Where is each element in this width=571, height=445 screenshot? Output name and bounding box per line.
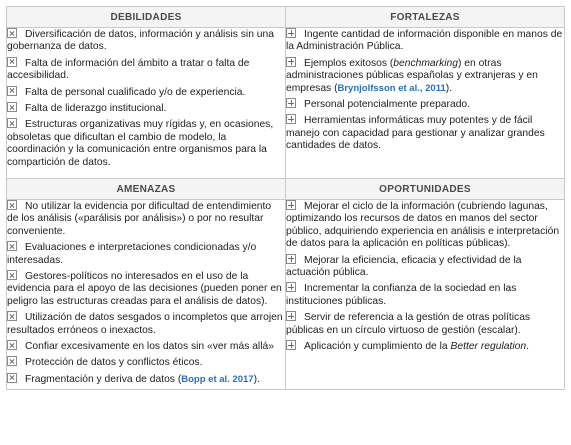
broken-image-icon xyxy=(7,311,17,321)
plus-icon xyxy=(286,28,296,38)
list-item: Aplicación y cumplimiento de la Better regulation. xyxy=(286,340,564,353)
citation-link[interactable]: Bopp et al. 2017 xyxy=(181,373,254,385)
plus-icon xyxy=(286,200,296,210)
broken-image-icon xyxy=(7,28,17,38)
list-item: Falta de personal cualificado y/o de experiencia. xyxy=(7,86,285,99)
plus-icon xyxy=(286,254,296,264)
plus-icon xyxy=(286,340,296,350)
broken-image-icon xyxy=(7,270,17,280)
list-item: Mejorar la eficiencia, eficacia y efectividad de la actuación pública. xyxy=(286,254,522,279)
plus-icon xyxy=(286,282,296,292)
header-weaknesses: DEBILIDADES xyxy=(7,7,286,28)
list-item: Ingente cantidad de información disponible en manos de la Administración Pública. xyxy=(286,29,563,53)
list-item: Estructuras organizativas muy rígidas y, en ocasiones, obsoletas que dificultan el cambio de modelo, la coordinación y la comunicación entre organismos para la compartición de datos. xyxy=(7,119,274,168)
list-item: No utilizar la evidencia por dificultad de entendimiento de los análisis («parálisis por análisis») o por no resultar conveniente. xyxy=(7,201,272,237)
broken-image-icon xyxy=(7,118,17,128)
plus-icon xyxy=(286,98,296,108)
swot-table xyxy=(6,6,565,390)
list-item: Ejemplos exitosos (benchmarking) en otras administraciones públicas españolas y extranjeras y en empresas (Brynjolfsson et al., 2011). xyxy=(286,57,538,94)
list-item: Utilización de datos sesgados o incompletos que arrojen resultados erróneos o inexactos. xyxy=(7,312,283,336)
plus-icon xyxy=(286,311,296,321)
list-item: Falta de información del ámbito a tratar o falta de accesibilidad. xyxy=(7,57,250,82)
broken-image-icon xyxy=(7,200,17,210)
swot-table-container xyxy=(6,6,565,438)
broken-image-icon xyxy=(7,86,17,96)
list-item: Falta de liderazgo institucional. xyxy=(7,102,285,115)
broken-image-icon xyxy=(7,102,17,112)
content-row-bottom xyxy=(7,200,565,390)
list-item: Servir de referencia a la gestión de otras políticas públicas en un círculo virtuoso de gestión (escalar). xyxy=(286,312,531,336)
list-item: Protección de datos y conflictos éticos. xyxy=(7,356,285,369)
header-strengths: FORTALEZAS xyxy=(286,7,565,28)
plus-icon xyxy=(286,114,296,124)
list-item: Herramientas informáticas muy potentes y de fácil manejo con capacidad para gestionar y analizar grandes cantidades de datos. xyxy=(286,115,545,152)
list-item: Personal potencialmente preparado. xyxy=(286,98,564,111)
plus-icon xyxy=(286,57,296,67)
strengths-cell xyxy=(286,28,565,179)
threats-cell xyxy=(7,200,286,390)
list-item: Confiar excesivamente en los datos sin «ver más allá» xyxy=(7,340,285,353)
list-item: Incrementar la confianza de la sociedad en las instituciones públicas. xyxy=(286,283,517,307)
list-item: Fragmentación y deriva de datos (Bopp et al. 2017). xyxy=(7,373,285,386)
citation-link[interactable]: Brynjolfsson et al., 2011 xyxy=(337,82,446,94)
content-row-top xyxy=(7,28,565,179)
opportunities-cell xyxy=(286,200,565,390)
header-row-bottom xyxy=(7,179,565,200)
broken-image-icon xyxy=(7,356,17,366)
broken-image-icon xyxy=(7,340,17,350)
header-opportunities: OPORTUNIDADES xyxy=(286,179,565,200)
header-threats: AMENAZAS xyxy=(7,179,286,200)
list-item: Diversificación de datos, información y análisis sin una gobernanza de datos. xyxy=(7,29,274,53)
header-row-top xyxy=(7,7,565,28)
list-item: Evaluaciones e interpretaciones condicionadas y/o interesadas. xyxy=(7,242,257,266)
broken-image-icon xyxy=(7,57,17,67)
broken-image-icon xyxy=(7,373,17,383)
weaknesses-cell xyxy=(7,28,286,179)
broken-image-icon xyxy=(7,241,17,251)
list-item: Gestores-políticos no interesados en el uso de la evidencia para el apoyo de las decisiones (pueden poner en peligro las estructuras creadas para el análisis de datos). xyxy=(7,271,282,307)
list-item: Mejorar el ciclo de la información (cubriendo lagunas, optimizando los recursos de datos en manos del sector público, adquiriendo experiencia en análisis e interpretación de datos para la aplicación en políticas públicas). xyxy=(286,201,560,250)
